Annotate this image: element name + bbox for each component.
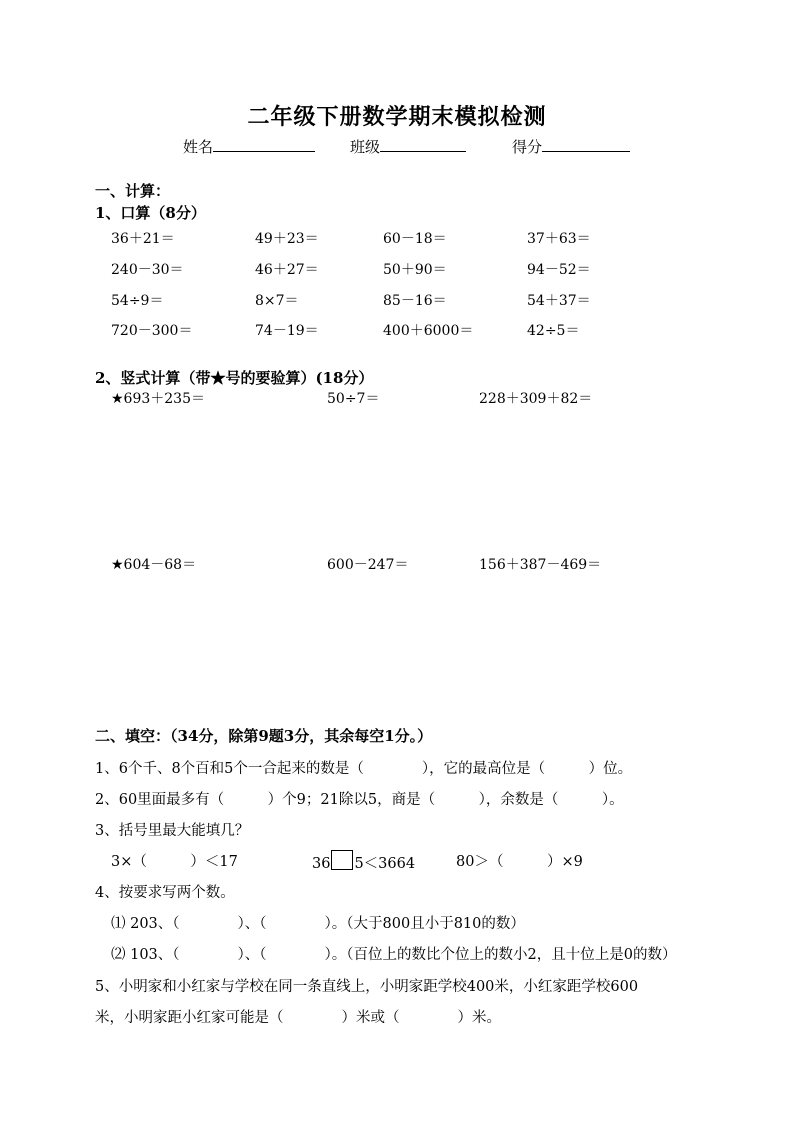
oral-item: 37＋63＝ [527, 231, 591, 247]
oral-item: 54＋37＝ [527, 293, 591, 309]
fill-question-3: 3、括号里最大能填几？ [95, 823, 250, 839]
oral-item: 8×7＝ [255, 293, 299, 309]
section1-heading: 一、计算： [95, 182, 171, 200]
page-title: 二年级下册数学期末模拟检测 [247, 104, 547, 130]
q4-subitem-2: ⑵ 103、（ ）、（ ）。（百位上的数比个位上的数小2，且十位上是0的数） [111, 947, 677, 963]
vertical-item: ★604－68＝ [111, 557, 197, 573]
oral-item: 240－30＝ [111, 262, 184, 278]
oral-item: 720－300＝ [111, 323, 193, 339]
oral-item: 42÷5＝ [527, 323, 580, 339]
vertical-item: 228＋309＋82＝ [479, 391, 593, 407]
oral-item: 85－16＝ [383, 293, 447, 309]
score-field[interactable] [512, 136, 630, 157]
oral-item: 46＋27＝ [255, 262, 319, 278]
oral-item: 94－52＝ [527, 262, 591, 278]
section2-heading: 二、填空：（34分，除第9题3分，其余每空1分。） [95, 727, 433, 745]
fill-question-4: 4、按要求写两个数。 [95, 885, 235, 901]
vertical-item: 156＋387－469＝ [479, 557, 602, 573]
q3-item-b-prefix: 36 [312, 856, 331, 872]
score-label: 得分 [512, 138, 543, 156]
score-blank[interactable] [542, 137, 630, 152]
oral-heading: 1、口算（8分） [95, 204, 206, 222]
vertical-heading: 2、竖式计算（带★号的要验算）(18分） [95, 369, 374, 387]
q3-item-c: 80＞（ ）×9 [456, 854, 583, 870]
name-field[interactable] [183, 136, 315, 157]
class-label: 班级 [350, 138, 381, 156]
oral-item: 74－19＝ [255, 323, 319, 339]
q4-subitem-1: ⑴ 203、（ ）、（ ）。（大于800且小于810的数） [111, 916, 525, 932]
class-blank[interactable] [380, 137, 466, 152]
class-field[interactable] [350, 136, 466, 157]
q3-item-b-suffix: 5＜3664 [354, 856, 416, 872]
oral-item: 54÷9＝ [111, 293, 164, 309]
fill-question-5-line1: 5、小明家和小红家与学校在同一条直线上，小明家距学校400米，小红家距学校600 [95, 979, 639, 995]
oral-item: 50＋90＝ [383, 262, 447, 278]
fill-question-2: 2、60里面最多有（ ）个9；21除以5，商是（ ），余数是（ ）。 [95, 792, 624, 808]
fill-question-5-line2: 米，小明家距小红家可能是（ ）米或（ ）米。 [95, 1010, 501, 1026]
digit-box[interactable] [331, 850, 353, 870]
q3-item-a: 3×（ ）＜17 [111, 854, 238, 870]
vertical-item: 50÷7＝ [327, 391, 380, 407]
q3-item-b [312, 850, 415, 873]
vertical-item: ★693＋235＝ [111, 391, 205, 407]
oral-item: 400＋6000＝ [383, 323, 474, 339]
oral-item: 36＋21＝ [111, 231, 175, 247]
oral-item: 60－18＝ [383, 231, 447, 247]
name-blank[interactable] [213, 137, 315, 152]
fill-question-1: 1、6个千、8个百和5个一合起来的数是（ ），它的最高位是（ ）位。 [95, 761, 633, 777]
name-label: 姓名 [183, 138, 214, 156]
oral-item: 49＋23＝ [255, 231, 319, 247]
vertical-item: 600－247＝ [327, 557, 409, 573]
